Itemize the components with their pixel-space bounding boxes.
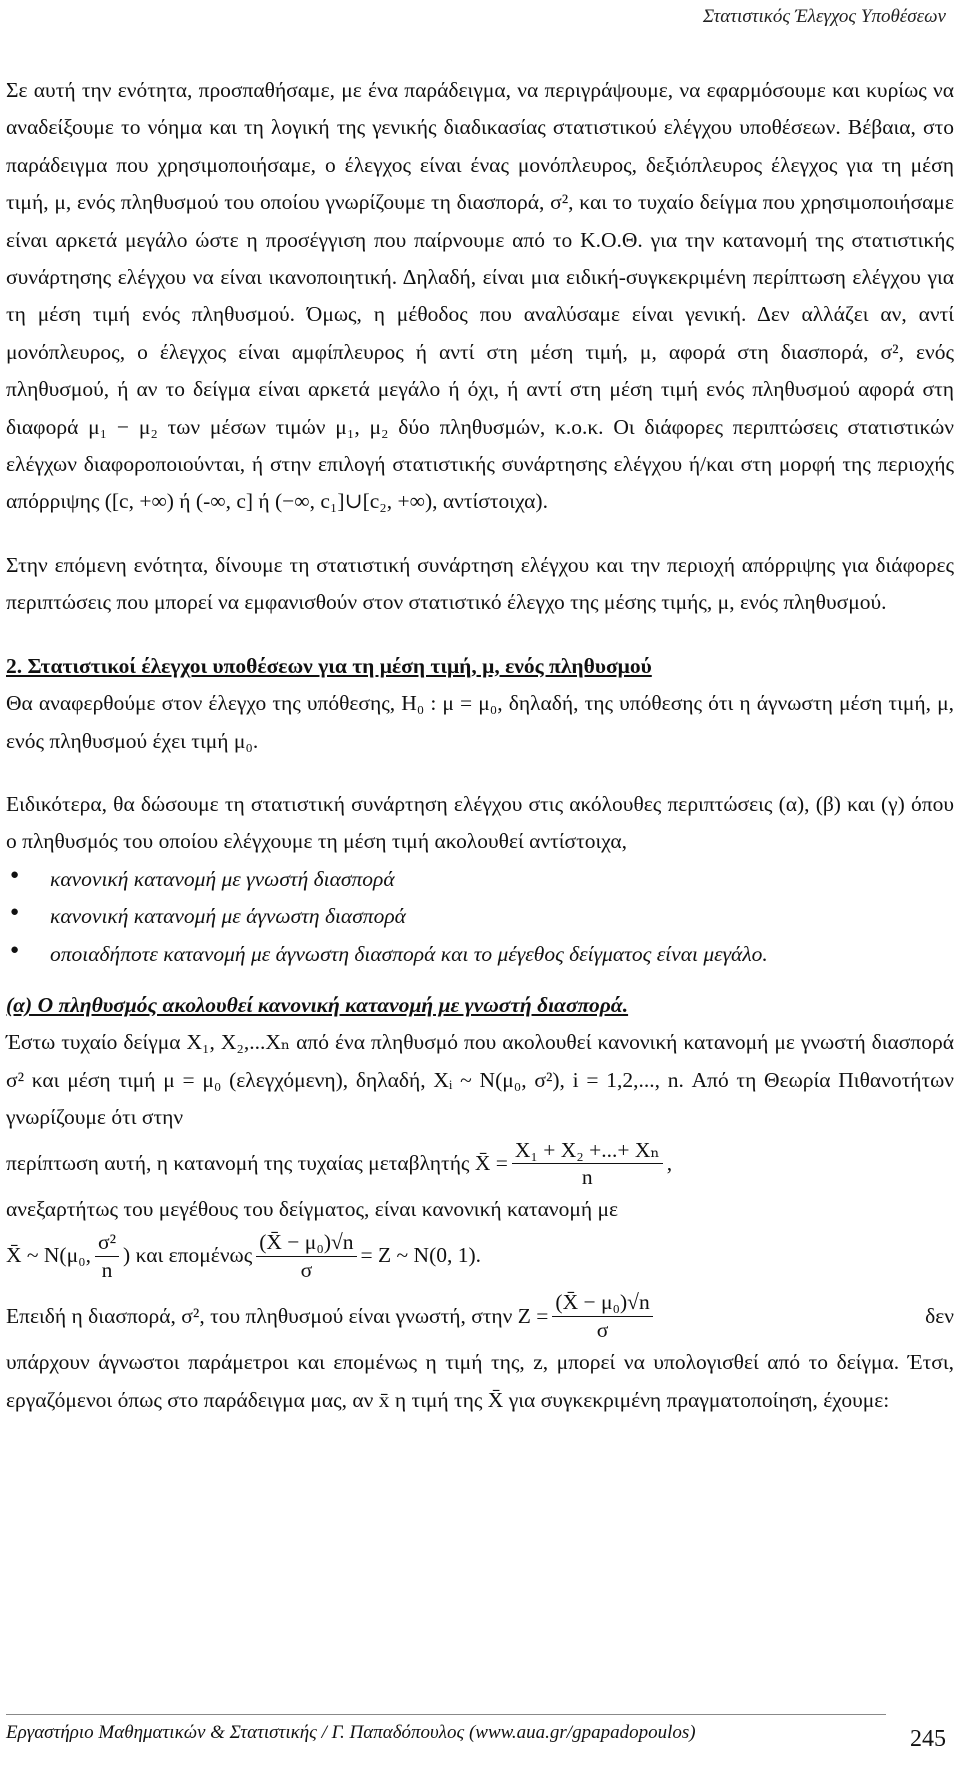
variance-denominator: n	[101, 1257, 113, 1282]
page-number: 245	[910, 1726, 946, 1752]
paragraph-next-section: Στην επόμενη ενότητα, δίνουμε τη στατιστική συνάρτηση ελέγχου και την περιοχή απόρριψης για διάφορες περιπτώσεις που μπορεί να εμφανισθούν στον στατιστικό έλεγχο της μέσης τιμής, μ, ενός πληθυσμού.	[6, 552, 954, 615]
list-item: ● κανονική κατανομή με γνωστή διασπορά	[50, 861, 954, 898]
known-variance-end: δεν	[925, 1304, 954, 1329]
footer-divider	[6, 1714, 886, 1715]
paragraph-hypothesis: Θα αναφερθούμε στον έλεγχο της υπόθεσης, H₀ : μ = μ₀, δηλαδή, της υπόθεσης ότι η άγνωστη μέση τιμή, μ, ενός πληθυσμού έχει τιμή μ₀.	[6, 691, 954, 753]
distribution-equation	[6, 1229, 954, 1284]
document-body	[6, 72, 954, 1419]
z-statistic-numerator: (X̄ − μ₀)√n	[552, 1289, 652, 1317]
variance-fraction	[95, 1229, 119, 1284]
footer-text: Εργαστήριο Μαθηματικών & Στατιστικής / Γ. Παπαδόπουλος (www.aua.gr/gpapadopoulos)	[6, 1722, 696, 1743]
subsection-a-title: (α) Ο πληθυσμός ακολουθεί κανονική κατανομή με γνωστή διασπορά.	[6, 992, 629, 1017]
z-statistic-denominator: σ	[596, 1318, 609, 1343]
z-denominator: σ	[300, 1257, 313, 1282]
mean-definition-text: περίπτωση αυτή, η κατανομή της τυχαίας μεταβλητής X̄ =	[6, 1151, 508, 1176]
paragraph-compute-z: υπάρχουν άγνωστοι παράμετροι και επομένως η τιμή της, z, μπορεί να υπολογισθεί από το δείγμα. Έτσι, εργαζόμενοι όπως στο παράδειγμα μας, αν x̄ η τιμή της X̄ για συγκεκριμένη πραγματοποίηση, έχουμε:	[6, 1350, 954, 1412]
cases-list	[6, 861, 954, 973]
paragraph-independence: ανεξαρτήτως του μεγέθους του δείγματος, είναι κανονική κατανομή με	[6, 1197, 619, 1222]
z-statistic-fraction	[552, 1289, 652, 1344]
variance-numerator: σ²	[95, 1229, 119, 1257]
mean-fraction	[512, 1137, 663, 1192]
paragraph-cases: Ειδικότερα, θα δώσουμε τη στατιστική συνάρτηση ελέγχου στις ακόλουθες περιπτώσεις (α), (β) και (γ) όπου ο πληθυσμός του οποίου ελέγχουμε τη μέση τιμή ακολουθεί αντίστοιχα,	[6, 791, 954, 854]
paragraph-sample: Έστω τυχαίο δείγμα X₁, X₂,...Xₙ από ένα πληθυσμό που ακολουθεί κανονική κατανομή με γνωστή διασπορά σ² και μέση τιμή μ = μ₀ (ελεγχόμενη), δηλαδή, Xᵢ ~ N(μ₀, σ²), i = 1,2,..., n. Από τη Θεωρία Πιθανοτήτων γνωρίζουμε ότι στην	[6, 1030, 954, 1130]
running-header: Στατιστικός Έλεγχος Υποθέσεων	[702, 6, 946, 27]
mean-denominator: n	[581, 1165, 593, 1190]
equation-right: = Z ~ N(0, 1).	[360, 1243, 482, 1268]
equation-middle: ) και επομένως	[123, 1243, 253, 1268]
list-item: ● κανονική κατανομή με άγνωστη διασπορά	[50, 898, 954, 935]
z-fraction	[256, 1229, 356, 1284]
equation-left: X̄ ~ N(μ₀,	[6, 1243, 91, 1268]
paragraph-intro: Σε αυτή την ενότητα, προσπαθήσαμε, με ένα παράδειγμα, να περιγράψουμε, να εφαρμόσουμε και κυρίως να αναδείξουμε το νόημα και τη λογική της γενικής διαδικασίας στατιστικού ελέγχου υποθέσεων. Βέβαια, στο παράδειγμα που χρησιμοποιήσαμε, ο έλεγχος είναι ένας μονόπλευρος, δεξιόπλευρος έλεγχος για τη μέση τιμή, μ, ενός πληθυσμού του οποίου γνωρίζουμε τη διασπορά, σ², και το τυχαίο δείγμα που χρησιμοποιήσαμε είναι αρκετά μεγάλο ώστε η προσέγγιση που παίρνουμε από το Κ.Ο.Θ. για την κατανομή της στατιστικής συνάρτησης ελέγχου να είναι ικανοποιητική. Δηλαδή, είναι μια ειδική-συγκεκριμένη περίπτωση ελέγχου για τη μέση τιμή ενός πληθυσμού. Όμως, η μέθοδος που αναλύσαμε είναι γενική. Δεν αλλάζει αν, αντί μονόπλευρος, ο έλεγχος είναι αμφίπλευρος ή αντί στη μέση τιμή, μ, αφορά στη διασπορά, σ², ενός πληθυσμού, ή αν το δείγμα είναι αρκετά μεγάλο ή όχι, ή αντί στη μέση τιμή ενός πληθυσμού αφορά στη διαφορά μ₁ − μ₂ των μέσων τιμών μ₁, μ₂ δύο πληθυσμών, κ.ο.κ. Οι διάφορες περιπτώσεις στατιστικών ελέγχων διαφοροποιούνται, ή στην επιλογή στατιστικής συνάρτησης ελέγχου ή/και στη μορφή της περιοχής απόρριψης ([c, +∞) ή (-∞, c] ή (−∞, c₁]∪[c₂, +∞), αντίστοιχα).	[6, 78, 954, 514]
known-variance-text: Επειδή η διασπορά, σ², του πληθυσμού είναι γνωστή, στην Z =	[6, 1304, 549, 1329]
mean-numerator: X₁ + X₂ +...+ Xₙ	[512, 1137, 663, 1165]
page-footer	[6, 1722, 946, 1752]
mean-definition-line	[6, 1137, 954, 1192]
mean-definition-end: ,	[666, 1151, 673, 1176]
section-2-title: 2. Στατιστικοί έλεγχοι υποθέσεων για τη μέση τιμή, μ, ενός πληθυσμού	[6, 653, 652, 678]
z-numerator: (X̄ − μ₀)√n	[256, 1229, 356, 1257]
known-variance-line	[6, 1289, 954, 1344]
list-item: ● οποιαδήποτε κατανομή με άγνωστη διασπορά και το μέγεθος δείγματος είναι μεγάλο.	[50, 936, 954, 973]
